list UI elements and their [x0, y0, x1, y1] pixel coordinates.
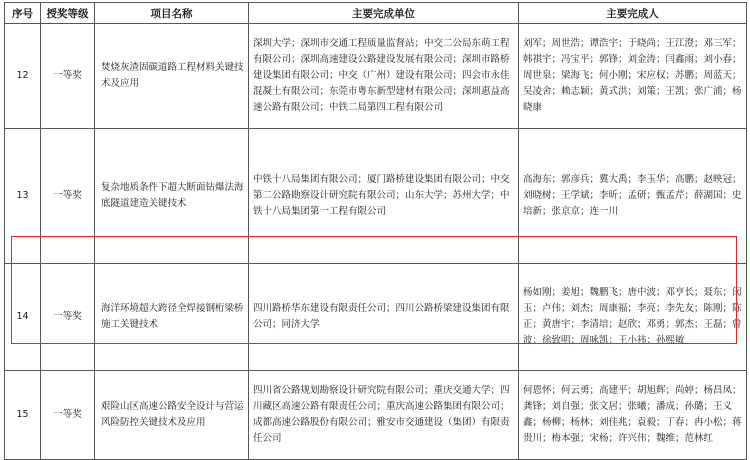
table-row — [5, 129, 747, 264]
table-header — [5, 3, 747, 24]
row-grade: 一等奖 — [41, 129, 95, 264]
header-people: 主要完成人 — [519, 3, 747, 24]
awards-table — [4, 2, 747, 460]
header-row — [5, 3, 747, 24]
row-people: 高海东；郭彦兵；冀大禹；李玉华；高鹏；赵映冠；刘晓树；王学斌；李昕；孟研；甄孟芹；薛湖国；史培新；张京京；连一川 — [519, 129, 747, 264]
row-units: 中铁十八局集团有限公司；厦门路桥建设集团有限公司；中交第二公路勘察设计研究院有限公司；山东大学；苏州大学；中铁十八局集团第一工程有限公司 — [249, 129, 519, 264]
row-grade: 一等奖 — [41, 371, 95, 460]
row-grade: 一等奖 — [41, 24, 95, 129]
row-project-name: 艰险山区高速公路安全设计与营运风险防控关键技术及应用 — [95, 371, 249, 460]
table-body — [5, 24, 747, 460]
header-index: 序号 — [5, 3, 41, 24]
row-index: 14 — [5, 264, 41, 371]
row-index: 15 — [5, 371, 41, 460]
row-index: 13 — [5, 129, 41, 264]
row-index: 12 — [5, 24, 41, 129]
row-people: 杨如刚；姜旭；魏鹏飞；唐中波；邓亨长；聂东；闵玉；卢伟；刘杰；周康福；李亮；李先友；陈刚；陈正；黄唐宇；李清培；赵欣；邓勇；郭杰；王磊；曾波；徐致明；周咏凯；王小祎；孙熙敏 — [519, 264, 747, 371]
table-row-highlighted — [5, 264, 747, 371]
row-units: 四川省公路规划勘察设计研究院有限公司；重庆交通大学；四川藏区高速公路有限责任公司；重庆高速公路集团有限公司；成都高速公路股份有限公司；雅安市交通建设（集团）有限责任公司 — [249, 371, 519, 460]
header-grade: 授奖等级 — [41, 3, 95, 24]
row-units: 四川路桥华东建设有限责任公司；四川公路桥梁建设集团有限公司；同济大学 — [249, 264, 519, 371]
row-people: 何恩怀；何云勇；高建平；胡旭辉；尚婷；杨昌凤；龚锋；刘自强；张文居；张曦；潘成；孙璐；王义鑫；杨柳；杨林；刘佳兆；袁毅；丁春；冉小松；蒋贵川；梅本强；宋杨；许兴伟；魏维；范林红 — [519, 371, 747, 460]
table-row — [5, 24, 747, 129]
row-grade: 一等奖 — [41, 264, 95, 371]
table-row — [5, 371, 747, 460]
row-project-name: 海洋环境超大跨径全焊接钢桁梁桥施工关键技术 — [95, 264, 249, 371]
row-units: 深圳大学；深圳市交通工程质量监督站；中交二公局东萌工程有限公司；深圳高速建设公路建设发展有限公司；深圳市路桥建设集团有限公司；中交（广州）建设有限公司；四会市永佳混凝土有限公司；东莞市粤东新型建材有限公司；深圳惠益高速公路有限公司；中铁二局第四工程有限公司 — [249, 24, 519, 129]
header-name: 项目名称 — [95, 3, 249, 24]
row-project-name: 复杂地质条件下超大断面钻爆法海底隧道建造关键技术 — [95, 129, 249, 264]
row-project-name: 焚烧灰渣固碳道路工程材料关键技术及应用 — [95, 24, 249, 129]
header-units: 主要完成单位 — [249, 3, 519, 24]
row-people: 刘军；周世浩；谭浩宇；于晓尚；王江澄；邓三军；韩祺宇；冯宝平；郭锋；刘金涛；闫鑫雨；刘小春；周世泉；梁海飞；何小刚；宋应权；苏鹏；周蓝天；吴凌舍；赖志颖；黄式洪；刘策；王凯；张广浦；杨晓康 — [519, 24, 747, 129]
